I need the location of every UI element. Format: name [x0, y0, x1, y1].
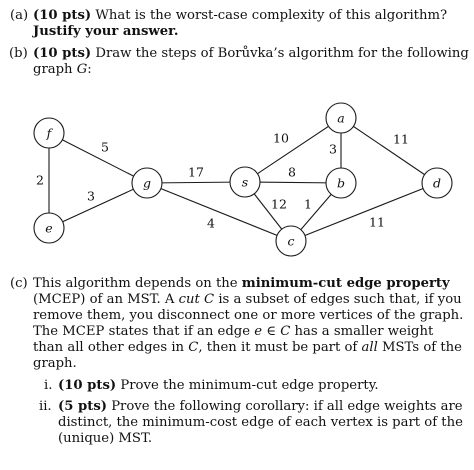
edge-a-d — [341, 118, 437, 183]
node-label-s: s — [241, 174, 249, 190]
part-b-question-line2: graph G: — [33, 62, 92, 77]
edge-weight-s-b: 8 — [288, 164, 296, 180]
part-c-label: (c) — [10, 276, 28, 291]
edge-weight-s-a: 10 — [273, 130, 289, 146]
node-label-c: c — [287, 233, 295, 249]
edge-weight-f-e: 2 — [36, 172, 44, 188]
edge-weight-g-s: 17 — [188, 164, 204, 180]
part-c-line-3: remove them, you disconnect one or more vertices of the graph. — [33, 308, 464, 323]
sub-i-question: (10 pts) Prove the minimum-cut edge property. — [58, 378, 379, 393]
part-b-label: (b) — [9, 46, 28, 61]
edge-weight-c-d: 11 — [369, 214, 385, 230]
part-c-line-2: (MCEP) of an MST. A cut C is a subset of edges such that, if you — [33, 292, 462, 307]
part-c-line-1: This algorithm depends on the minimum-cut edge property — [33, 276, 450, 291]
edge-f-g — [49, 133, 147, 183]
part-b-question — [33, 46, 469, 62]
part-a-question — [33, 8, 447, 24]
edge-weight-a-d: 11 — [393, 131, 409, 147]
graph-diagram — [0, 88, 474, 270]
sub-ii-line-2: distinct, the minimum-cost edge of each vertex is part of the — [58, 415, 463, 430]
sub-i-points: (10 pts) — [58, 378, 117, 393]
part-c-line-6: graph. — [33, 356, 77, 371]
sub-ii-line-3: (unique) MST. — [58, 431, 153, 446]
edge-g-c — [147, 183, 291, 241]
part-a-justify: Justify your answer. — [33, 24, 179, 39]
mcep-term: minimum-cut edge property — [241, 276, 450, 291]
part-b-text: Draw the steps of Borůvka’s algorithm for the following — [95, 46, 469, 61]
edge-c-d — [291, 183, 437, 241]
sub-ii-question: (5 pts) Prove the following corollary: if all edge weights are — [58, 399, 463, 414]
sub-ii-points: (5 pts) — [58, 399, 107, 414]
sub-ii-label: ii. — [39, 399, 52, 414]
edge-weight-g-c: 4 — [207, 215, 215, 231]
node-label-b: b — [336, 175, 346, 191]
part-c-line-5: than all other edges in C, then it must be part of all MSTs of the — [33, 340, 462, 355]
part-a-text: What is the worst-case complexity of this algorithm? — [95, 8, 448, 23]
graph-name: G — [76, 62, 88, 77]
edge-weight-b-c: 1 — [304, 196, 312, 212]
part-a-points: (10 pts) — [33, 8, 92, 23]
part-c-line-4: The MCEP states that if an edge e ∈ C has a smaller weight — [33, 324, 434, 339]
node-label-a: a — [337, 110, 345, 126]
edge-weight-a-b: 3 — [329, 141, 337, 157]
node-label-g: g — [142, 175, 152, 191]
edge-weight-f-g: 5 — [101, 139, 109, 155]
edge-weight-e-g: 3 — [87, 188, 95, 204]
edge-weight-s-c: 12 — [271, 196, 287, 212]
node-label-e: e — [45, 220, 53, 236]
sub-i-label: i. — [44, 378, 53, 393]
node-label-f: f — [46, 125, 52, 141]
part-a-label: (a) — [10, 8, 29, 23]
edge-e-g — [49, 183, 147, 228]
part-b-points: (10 pts) — [33, 46, 92, 61]
node-label-d: d — [432, 175, 442, 191]
